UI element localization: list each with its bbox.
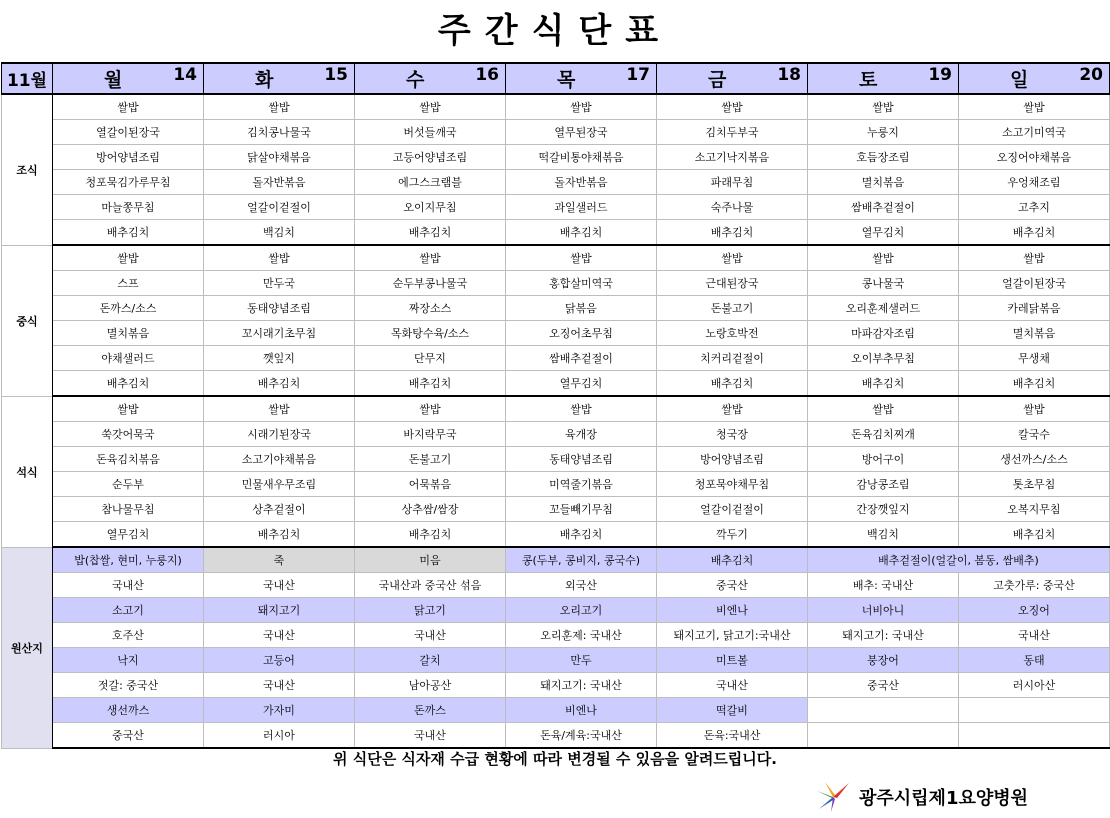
menu-item: 오이부추무침 bbox=[808, 346, 959, 371]
origin-item: 국내산 bbox=[53, 573, 204, 598]
menu-item: 상추쌈/쌈장 bbox=[355, 497, 506, 522]
menu-item: 방어양념조림 bbox=[53, 145, 204, 170]
menu-item: 꼬시래기초무침 bbox=[204, 321, 355, 346]
menu-item: 배추김치 bbox=[959, 371, 1110, 397]
menu-row bbox=[2, 170, 1110, 195]
origin-item: 중국산 bbox=[808, 673, 959, 698]
origin-item: 국내산 bbox=[204, 623, 355, 648]
menu-item: 상추겉절이 bbox=[204, 497, 355, 522]
day-name: 월 bbox=[103, 69, 123, 91]
menu-item: 쌀밥 bbox=[808, 396, 959, 422]
day-name: 토 bbox=[858, 69, 878, 91]
origin-item: 갈치 bbox=[355, 648, 506, 673]
menu-item: 배추김치 bbox=[53, 371, 204, 397]
menu-item: 카레닭볶음 bbox=[959, 296, 1110, 321]
menu-item: 돈불고기 bbox=[657, 296, 808, 321]
day-name: 화 bbox=[254, 69, 274, 91]
menu-item: 청포묵김가루무침 bbox=[53, 170, 204, 195]
menu-row bbox=[2, 422, 1110, 447]
origin-item: 국내산 bbox=[959, 623, 1110, 648]
hospital-name: 광주시립제1요양병원 bbox=[859, 788, 1029, 809]
menu-item: 생선까스/소스 bbox=[959, 447, 1110, 472]
menu-item: 쌀밥 bbox=[959, 396, 1110, 422]
menu-item: 배추김치 bbox=[204, 371, 355, 397]
day-header bbox=[204, 63, 355, 94]
day-header bbox=[53, 63, 204, 94]
menu-item: 감낭콩조림 bbox=[808, 472, 959, 497]
origin-item: 돼지고기: 국내산 bbox=[506, 673, 657, 698]
menu-item: 파래무침 bbox=[657, 170, 808, 195]
menu-item: 백김치 bbox=[808, 522, 959, 548]
menu-row bbox=[2, 447, 1110, 472]
origin-item: 밥(찹쌀, 현미, 누룽지) bbox=[53, 547, 204, 573]
menu-item: 쌀밥 bbox=[808, 94, 959, 120]
menu-item: 동태양념조림 bbox=[204, 296, 355, 321]
menu-item: 배추김치 bbox=[657, 371, 808, 397]
day-date: 15 bbox=[324, 65, 348, 85]
hospital-logo-icon bbox=[815, 781, 851, 813]
origin-row bbox=[2, 573, 1110, 598]
notice-text: 위 식단은 식자재 수급 현황에 따라 변경될 수 있음을 알려드립니다. bbox=[333, 750, 777, 768]
menu-row bbox=[2, 472, 1110, 497]
menu-item: 얼갈이겉절이 bbox=[204, 195, 355, 220]
menu-item: 쌀밥 bbox=[959, 94, 1110, 120]
menu-item: 배추김치 bbox=[959, 220, 1110, 246]
origin-item: 국내산과 중국산 섞음 bbox=[355, 573, 506, 598]
menu-row bbox=[2, 296, 1110, 321]
menu-item: 간장깻잎지 bbox=[808, 497, 959, 522]
origin-item: 붕장어 bbox=[808, 648, 959, 673]
origin-item: 러시아 bbox=[204, 723, 355, 749]
menu-item: 쌀밥 bbox=[506, 94, 657, 120]
menu-item: 톳초무침 bbox=[959, 472, 1110, 497]
menu-item: 쌀밥 bbox=[53, 245, 204, 271]
menu-item: 오징어초무침 bbox=[506, 321, 657, 346]
menu-row bbox=[2, 371, 1110, 397]
menu-item: 오이지무침 bbox=[355, 195, 506, 220]
menu-item: 배추김치 bbox=[53, 220, 204, 246]
menu-item: 에그스크램블 bbox=[355, 170, 506, 195]
menu-item: 돌자반볶음 bbox=[204, 170, 355, 195]
menu-item: 쌈배추겉절이 bbox=[506, 346, 657, 371]
menu-row bbox=[2, 245, 1110, 271]
origin-item: 국내산 bbox=[657, 673, 808, 698]
origin-item: 동태 bbox=[959, 648, 1110, 673]
menu-item: 동태양념조림 bbox=[506, 447, 657, 472]
day-name: 금 bbox=[707, 69, 727, 91]
day-name: 일 bbox=[1009, 69, 1029, 91]
day-header bbox=[808, 63, 959, 94]
origin-item: 소고기 bbox=[53, 598, 204, 623]
menu-row bbox=[2, 220, 1110, 246]
menu-item: 김치두부국 bbox=[657, 120, 808, 145]
menu-row bbox=[2, 396, 1110, 422]
header-row bbox=[2, 63, 1110, 94]
menu-item: 얼갈이된장국 bbox=[959, 271, 1110, 296]
menu-item: 청국장 bbox=[657, 422, 808, 447]
meal-label: 조식 bbox=[2, 94, 53, 245]
day-name: 목 bbox=[556, 69, 576, 91]
menu-row bbox=[2, 321, 1110, 346]
origin-row bbox=[2, 623, 1110, 648]
menu-item: 마늘쫑무침 bbox=[53, 195, 204, 220]
origin-item: 미음 bbox=[355, 547, 506, 573]
day-date: 19 bbox=[928, 65, 952, 85]
menu-item: 쌀밥 bbox=[204, 94, 355, 120]
menu-item: 만두국 bbox=[204, 271, 355, 296]
origin-item: 국내산 bbox=[355, 723, 506, 749]
origin-item: 배추겉절이(얼갈이, 봄동, 쌈배추) bbox=[808, 547, 1110, 573]
origin-item: 국내산 bbox=[204, 673, 355, 698]
origin-item: 떡갈비 bbox=[657, 698, 808, 723]
menu-item: 칼국수 bbox=[959, 422, 1110, 447]
origin-item bbox=[959, 698, 1110, 723]
menu-item: 순두부 bbox=[53, 472, 204, 497]
menu-item: 멸치볶음 bbox=[53, 321, 204, 346]
menu-item: 배추김치 bbox=[959, 522, 1110, 548]
origin-item: 돼지고기, 닭고기:국내산 bbox=[657, 623, 808, 648]
menu-row bbox=[2, 271, 1110, 296]
origin-item: 만두 bbox=[506, 648, 657, 673]
menu-item: 쌀밥 bbox=[506, 396, 657, 422]
menu-item: 쌀밥 bbox=[959, 245, 1110, 271]
menu-item: 닭볶음 bbox=[506, 296, 657, 321]
origin-row bbox=[2, 698, 1110, 723]
menu-item: 얼갈이겉절이 bbox=[657, 497, 808, 522]
origin-label: 원산지 bbox=[2, 547, 53, 748]
menu-item: 깻잎지 bbox=[204, 346, 355, 371]
menu-item: 누룽지 bbox=[808, 120, 959, 145]
menu-item: 돌자반볶음 bbox=[506, 170, 657, 195]
menu-item: 배추김치 bbox=[808, 371, 959, 397]
day-date: 20 bbox=[1079, 65, 1103, 85]
menu-item: 민물새우무조림 bbox=[204, 472, 355, 497]
origin-item: 콩(두부, 콩비지, 콩국수) bbox=[506, 547, 657, 573]
menu-row bbox=[2, 120, 1110, 145]
menu-item: 스프 bbox=[53, 271, 204, 296]
menu-item: 과일샐러드 bbox=[506, 195, 657, 220]
origin-item: 죽 bbox=[204, 547, 355, 573]
menu-item: 쌀밥 bbox=[355, 94, 506, 120]
menu-item: 김치콩나물국 bbox=[204, 120, 355, 145]
origin-item: 가자미 bbox=[204, 698, 355, 723]
menu-row bbox=[2, 145, 1110, 170]
origin-item: 고춧가루: 중국산 bbox=[959, 573, 1110, 598]
menu-item: 콩나물국 bbox=[808, 271, 959, 296]
menu-item: 순두부콩나물국 bbox=[355, 271, 506, 296]
menu-item: 배추김치 bbox=[506, 220, 657, 246]
menu-item: 근대된장국 bbox=[657, 271, 808, 296]
menu-item: 쌀밥 bbox=[355, 396, 506, 422]
menu-row bbox=[2, 195, 1110, 220]
menu-item: 육개장 bbox=[506, 422, 657, 447]
day-header bbox=[355, 63, 506, 94]
menu-table bbox=[1, 62, 1110, 749]
menu-item: 소고기미역국 bbox=[959, 120, 1110, 145]
menu-item: 열무김치 bbox=[808, 220, 959, 246]
menu-item: 배추김치 bbox=[657, 220, 808, 246]
menu-item: 열갈이된장국 bbox=[53, 120, 204, 145]
menu-item: 소고기낙지볶음 bbox=[657, 145, 808, 170]
menu-row bbox=[2, 346, 1110, 371]
origin-item: 중국산 bbox=[657, 573, 808, 598]
origin-item: 돼지고기: 국내산 bbox=[808, 623, 959, 648]
meal-label: 중식 bbox=[2, 245, 53, 396]
origin-item: 돈육/계육:국내산 bbox=[506, 723, 657, 749]
menu-item: 배추김치 bbox=[506, 522, 657, 548]
origin-item: 오리훈제: 국내산 bbox=[506, 623, 657, 648]
menu-item: 돈불고기 bbox=[355, 447, 506, 472]
day-name: 수 bbox=[405, 69, 425, 91]
menu-item: 홍합살미역국 bbox=[506, 271, 657, 296]
origin-row bbox=[2, 648, 1110, 673]
menu-item: 멸치볶음 bbox=[808, 170, 959, 195]
menu-item: 쌀밥 bbox=[808, 245, 959, 271]
menu-item: 오복지무침 bbox=[959, 497, 1110, 522]
day-header bbox=[506, 63, 657, 94]
menu-item: 열무김치 bbox=[506, 371, 657, 397]
meal-label: 석식 bbox=[2, 396, 53, 547]
origin-item: 러시아산 bbox=[959, 673, 1110, 698]
menu-item: 고추지 bbox=[959, 195, 1110, 220]
menu-row bbox=[2, 94, 1110, 120]
month-label: 11월 bbox=[2, 63, 53, 94]
menu-item: 쌀밥 bbox=[53, 94, 204, 120]
menu-item: 우엉채조림 bbox=[959, 170, 1110, 195]
origin-item: 비엔나 bbox=[657, 598, 808, 623]
menu-item: 쌀밥 bbox=[204, 396, 355, 422]
menu-item: 쌀밥 bbox=[657, 94, 808, 120]
origin-item: 낙지 bbox=[53, 648, 204, 673]
menu-row bbox=[2, 497, 1110, 522]
menu-item: 목화탕수육/소스 bbox=[355, 321, 506, 346]
menu-item: 치커리겉절이 bbox=[657, 346, 808, 371]
origin-item: 오징어 bbox=[959, 598, 1110, 623]
menu-item: 쌀밥 bbox=[657, 245, 808, 271]
menu-item: 떡갈비통야채볶음 bbox=[506, 145, 657, 170]
menu-item: 참나물무침 bbox=[53, 497, 204, 522]
origin-item: 비엔나 bbox=[506, 698, 657, 723]
menu-item: 닭살야채볶음 bbox=[204, 145, 355, 170]
origin-item: 생선까스 bbox=[53, 698, 204, 723]
menu-item: 쌀밥 bbox=[53, 396, 204, 422]
origin-item: 배추김치 bbox=[657, 547, 808, 573]
origin-item: 닭고기 bbox=[355, 598, 506, 623]
menu-item: 쌀밥 bbox=[506, 245, 657, 271]
origin-item: 국내산 bbox=[204, 573, 355, 598]
menu-item: 야채샐러드 bbox=[53, 346, 204, 371]
origin-item: 고등어 bbox=[204, 648, 355, 673]
menu-item: 노랑호박전 bbox=[657, 321, 808, 346]
menu-item: 미역줄기볶음 bbox=[506, 472, 657, 497]
menu-item: 배추김치 bbox=[204, 522, 355, 548]
menu-item: 쌀밥 bbox=[657, 396, 808, 422]
menu-item: 소고기야채볶음 bbox=[204, 447, 355, 472]
menu-item: 짜장소스 bbox=[355, 296, 506, 321]
menu-item: 쑥갓어묵국 bbox=[53, 422, 204, 447]
menu-item: 돈까스/소스 bbox=[53, 296, 204, 321]
menu-item: 백김치 bbox=[204, 220, 355, 246]
origin-item: 돈까스 bbox=[355, 698, 506, 723]
menu-item: 배추김치 bbox=[355, 522, 506, 548]
day-header bbox=[959, 63, 1110, 94]
day-header bbox=[657, 63, 808, 94]
menu-item: 단무지 bbox=[355, 346, 506, 371]
menu-row bbox=[2, 522, 1110, 548]
menu-item: 호듬장조림 bbox=[808, 145, 959, 170]
day-date: 14 bbox=[173, 65, 197, 85]
menu-item: 마파감자조림 bbox=[808, 321, 959, 346]
menu-item: 돈육김치볶음 bbox=[53, 447, 204, 472]
menu-item: 쌈배추겉절이 bbox=[808, 195, 959, 220]
day-date: 18 bbox=[777, 65, 801, 85]
day-date: 16 bbox=[475, 65, 499, 85]
menu-item: 쌀밥 bbox=[204, 245, 355, 271]
menu-item: 시래기된장국 bbox=[204, 422, 355, 447]
origin-item: 남아공산 bbox=[355, 673, 506, 698]
origin-item: 너비아니 bbox=[808, 598, 959, 623]
menu-item: 오리훈제샐러드 bbox=[808, 296, 959, 321]
menu-item: 멸치볶음 bbox=[959, 321, 1110, 346]
menu-item: 돈육김치찌개 bbox=[808, 422, 959, 447]
menu-item: 청포묵야채무침 bbox=[657, 472, 808, 497]
menu-item: 배추김치 bbox=[355, 371, 506, 397]
origin-item: 오리고기 bbox=[506, 598, 657, 623]
menu-item: 무생채 bbox=[959, 346, 1110, 371]
origin-item: 돈육:국내산 bbox=[657, 723, 808, 749]
menu-item: 깍두기 bbox=[657, 522, 808, 548]
menu-item: 열무된장국 bbox=[506, 120, 657, 145]
page-title: 주간식단표 bbox=[437, 11, 673, 51]
origin-item: 젓갈: 중국산 bbox=[53, 673, 204, 698]
menu-item: 꼬들빼기무침 bbox=[506, 497, 657, 522]
menu-item: 고등어양념조림 bbox=[355, 145, 506, 170]
menu-item: 방어구이 bbox=[808, 447, 959, 472]
menu-item: 쌀밥 bbox=[355, 245, 506, 271]
origin-item: 호주산 bbox=[53, 623, 204, 648]
origin-row bbox=[2, 598, 1110, 623]
menu-item: 배추김치 bbox=[355, 220, 506, 246]
origin-item bbox=[808, 698, 959, 723]
menu-item: 버섯들깨국 bbox=[355, 120, 506, 145]
menu-item: 숙주나물 bbox=[657, 195, 808, 220]
menu-item: 방어양념조림 bbox=[657, 447, 808, 472]
menu-item: 오징어야채볶음 bbox=[959, 145, 1110, 170]
origin-row bbox=[2, 547, 1110, 573]
menu-item: 바지락무국 bbox=[355, 422, 506, 447]
origin-item: 돼지고기 bbox=[204, 598, 355, 623]
hospital-signature bbox=[815, 780, 1028, 814]
day-date: 17 bbox=[626, 65, 650, 85]
origin-item: 국내산 bbox=[355, 623, 506, 648]
menu-item: 어묵볶음 bbox=[355, 472, 506, 497]
origin-row bbox=[2, 673, 1110, 698]
origin-item: 미트볼 bbox=[657, 648, 808, 673]
origin-item: 외국산 bbox=[506, 573, 657, 598]
origin-item: 배추: 국내산 bbox=[808, 573, 959, 598]
menu-item: 열무김치 bbox=[53, 522, 204, 548]
origin-item: 중국산 bbox=[53, 723, 204, 749]
